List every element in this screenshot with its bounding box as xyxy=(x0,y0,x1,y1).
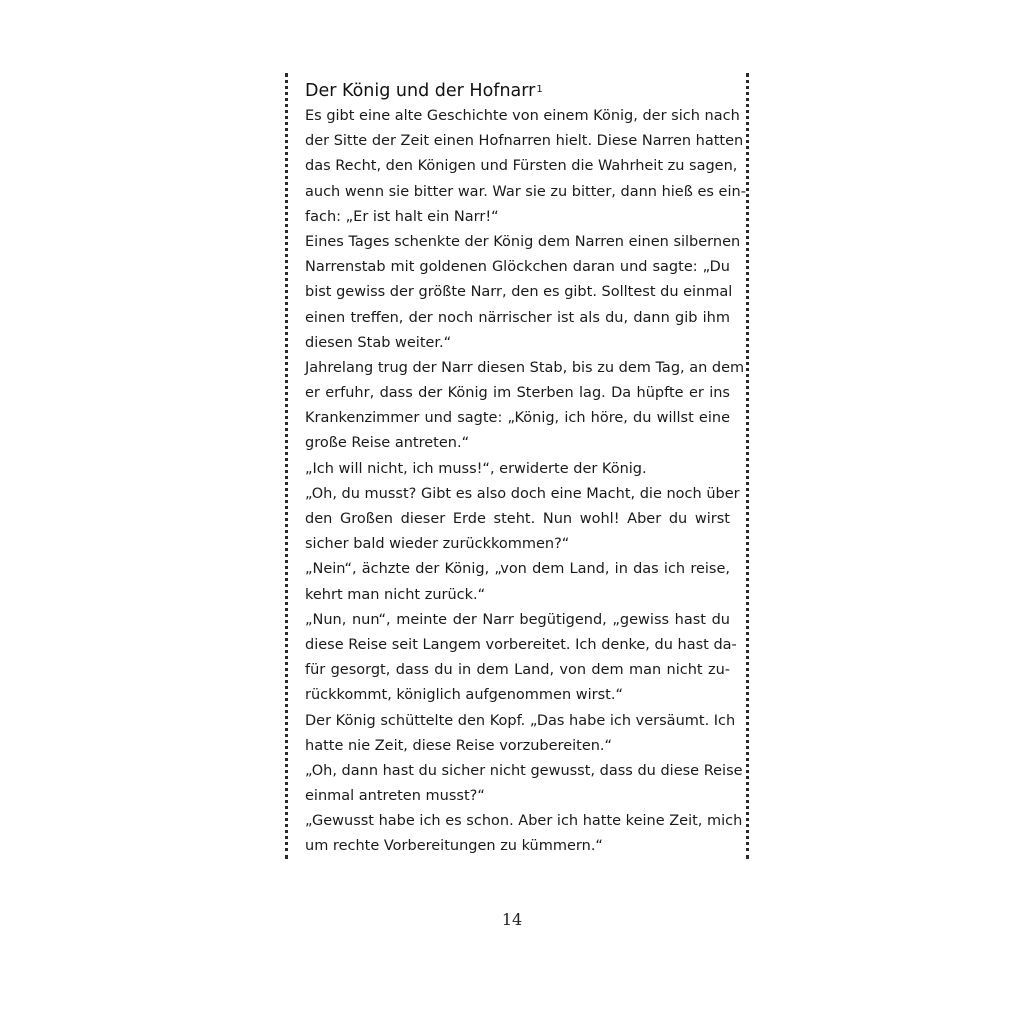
text-line: um rechte Vorbereitungen zu kümmern.“ xyxy=(305,838,603,855)
text-line: Jahrelang trug der Narr diesen Stab, bis zu dem Tag, an dem xyxy=(305,359,745,376)
paragraph xyxy=(305,104,746,230)
text-line: „Gewusst habe ich es schon. Aber ich hatte keine Zeit, mich xyxy=(305,813,743,830)
text-line: auch wenn sie bitter war. War sie zu bitter, dann hieß es ein- xyxy=(305,183,746,200)
text-line: „Nun, nun“, meinte der Narr begütigend, „gewiss hast du xyxy=(305,611,730,628)
text-line: „Ich will nicht, ich muss!“, erwiderte der König. xyxy=(305,460,647,477)
paragraph xyxy=(305,557,730,607)
footnote-marker: 1 xyxy=(536,84,543,95)
paragraph xyxy=(305,457,730,482)
story-text-block xyxy=(305,78,746,860)
text-line: große Reise antreten.“ xyxy=(305,435,470,452)
story-title xyxy=(305,78,730,104)
text-line: bist gewiss der größte Narr, den es gibt. Solltest du einmal xyxy=(305,284,733,301)
text-line: er erfuhr, dass der König im Sterben lag. Da hüpfte er ins xyxy=(305,385,730,402)
text-line: Der König schüttelte den Kopf. „Das habe ich versäumt. Ich xyxy=(305,712,736,729)
text-line: Es gibt eine alte Geschichte von einem König, der sich nach xyxy=(305,108,740,124)
paragraph xyxy=(305,809,743,859)
text-line: für gesorgt, dass du in dem Land, von dem man nicht zu- xyxy=(305,662,730,679)
text-line: Narrenstab mit goldenen Glöckchen daran und sagte: „Du xyxy=(305,259,730,276)
right-dotted-border xyxy=(746,73,749,859)
text-line: fach: „Er ist halt ein Narr!“ xyxy=(305,208,499,225)
text-line: diese Reise seit Langem vorbereitet. Ich denke, du hast da- xyxy=(305,636,737,653)
text-line: hatte nie Zeit, diese Reise vorzubereiten.“ xyxy=(305,737,613,754)
paragraph xyxy=(305,608,737,709)
text-line: den Großen dieser Erde steht. Nun wohl! Aber du wirst xyxy=(305,511,730,527)
text-line: der Sitte der Zeit einen Hofnarren hielt. Diese Narren hatten xyxy=(305,133,744,150)
text-line: „Oh, du musst? Gibt es also doch eine Macht, die noch über xyxy=(305,485,740,502)
text-line: sicher bald wieder zurückkommen?“ xyxy=(305,536,570,553)
paragraph xyxy=(305,709,736,759)
paragraph xyxy=(305,759,743,809)
text-line: „Nein“, ächzte der König, „von dem Land, in das ich reise, xyxy=(305,561,730,578)
text-line: diesen Stab weiter.“ xyxy=(305,334,452,351)
paragraph xyxy=(305,230,741,356)
text-line: kehrt man nicht zurück.“ xyxy=(305,586,486,603)
text-line: das Recht, den Königen und Fürsten die Wahrheit zu sagen, xyxy=(305,158,738,175)
left-dotted-border xyxy=(285,73,288,859)
story-title-text: Der König und der Hofnarr xyxy=(305,81,536,101)
text-line: einen treffen, der noch närrischer ist als du, dann gib ihm xyxy=(305,309,730,326)
page-number: 14 xyxy=(501,910,523,929)
text-line: einmal antreten musst?“ xyxy=(305,788,485,805)
text-line: rückkommt, königlich aufgenommen wirst.“ xyxy=(305,687,623,704)
text-line: Eines Tages schenkte der König dem Narren einen silbernen xyxy=(305,233,741,250)
text-line: „Oh, dann hast du sicher nicht gewusst, dass du diese Reise xyxy=(305,762,743,779)
story-paragraphs xyxy=(305,104,746,860)
paragraph xyxy=(305,356,745,457)
text-line: Krankenzimmer und sagte: „König, ich höre, du willst eine xyxy=(305,410,730,427)
paragraph xyxy=(305,482,740,558)
